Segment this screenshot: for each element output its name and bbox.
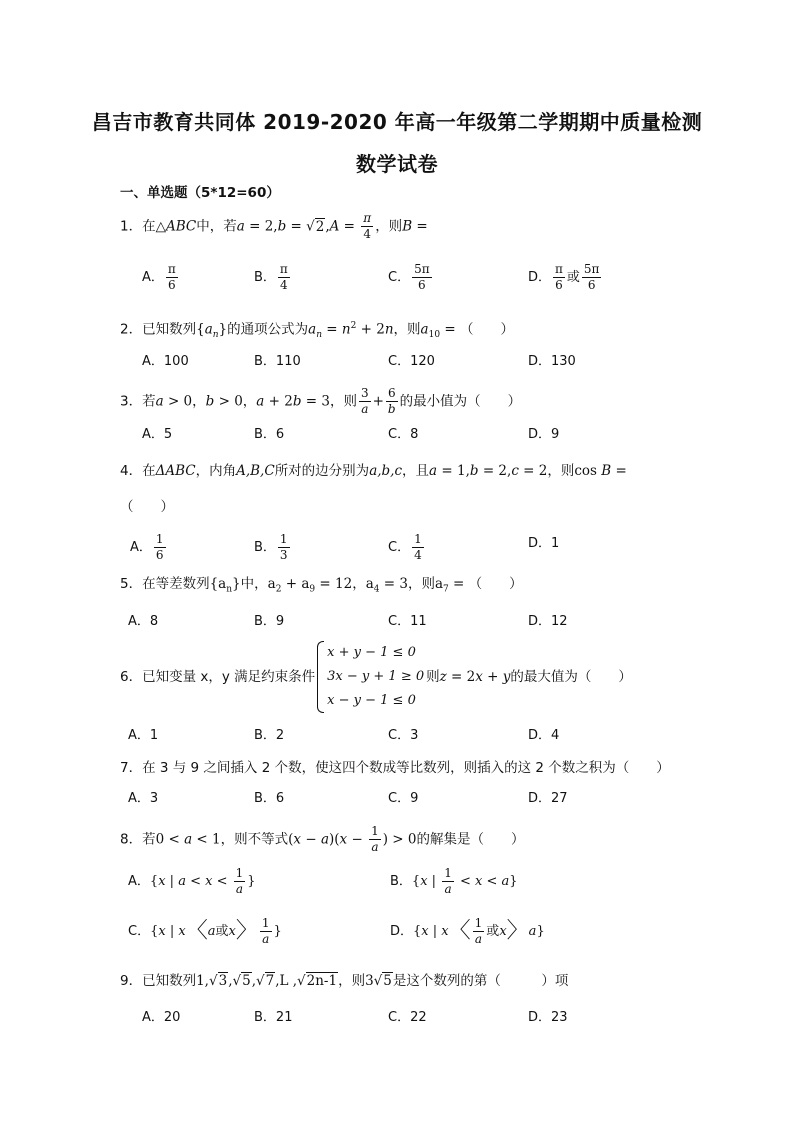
question-text: 在 bbox=[142, 218, 156, 235]
option-d[interactable]: D．12 bbox=[528, 614, 568, 629]
question-number: 8． bbox=[120, 831, 143, 848]
question-text: 中，若 bbox=[196, 218, 237, 235]
option-d[interactable]: D．27 bbox=[528, 791, 568, 806]
question-text: 在 3 与 9 之间插入 2 个数，使这四个数成等比数列，则插入的这 2 个数之积为（ ） bbox=[142, 760, 670, 776]
option-b[interactable]: B．110 bbox=[254, 354, 301, 369]
exam-title: 昌吉市教育共同体 2019-2020 年高一年级第二学期期中质量检测 bbox=[91, 110, 703, 134]
option-a[interactable]: A．3 bbox=[128, 791, 159, 806]
option-c[interactable]: C． $\frac{1}{4}$ bbox=[388, 532, 422, 562]
sqrt-expression: √2 bbox=[306, 218, 325, 235]
math-expression: △ABC bbox=[155, 218, 197, 235]
question-5: 5．在等差数列$\{a_n\}$中，$a_2 + a_9 = 12$，$a_4 = 3$，则$a_7$ = （ ） bbox=[120, 576, 523, 595]
option-d[interactable]: D．23 bbox=[528, 1010, 568, 1025]
option-c[interactable]: C．120 bbox=[388, 354, 435, 369]
question-6: 6．已知变量 x，y 满足约束条件 x + y − 1 ≤ 0 3x − y + 1 ≥ 0 x − y − 1 ≤ 0 则z = 2x + y的最大值为（ ） bbox=[120, 641, 632, 713]
option-a[interactable]: A．100 bbox=[142, 354, 189, 369]
fraction: $\frac{\pi}{4}$ bbox=[363, 211, 372, 241]
option-c[interactable]: C．3 bbox=[388, 728, 419, 743]
option-b[interactable]: B．9 bbox=[254, 614, 285, 629]
question-text: ，则 bbox=[375, 218, 403, 235]
option-a[interactable]: A．{x | a < x < $\frac{1}{a}$ } bbox=[128, 866, 256, 896]
option-c[interactable]: C．9 bbox=[388, 791, 419, 806]
option-d[interactable]: D． $\frac{\pi}{6}$ 或 $\frac{5\pi}{6}$ bbox=[528, 262, 600, 292]
option-a[interactable]: A． $\frac{\pi}{6}$ bbox=[142, 262, 176, 292]
option-a[interactable]: A．8 bbox=[128, 614, 159, 629]
section-heading: 一、单选题（5*12=60） bbox=[120, 185, 280, 201]
option-d[interactable]: D．{x | x〈 $\frac{1}{a}$ 或x〉a} bbox=[390, 916, 545, 946]
option-b[interactable]: B．2 bbox=[254, 728, 285, 743]
option-c[interactable]: C．8 bbox=[388, 427, 419, 442]
option-b[interactable]: B． $\frac{\pi}{4}$ bbox=[254, 262, 288, 292]
option-c[interactable]: C．22 bbox=[388, 1010, 427, 1025]
option-d[interactable]: D．9 bbox=[528, 427, 560, 442]
option-b[interactable]: B．21 bbox=[254, 1010, 293, 1025]
option-b[interactable]: B． $\frac{1}{3}$ bbox=[254, 532, 288, 562]
question-number: 3． bbox=[120, 393, 143, 410]
question-4-continuation: （ ） bbox=[120, 499, 174, 515]
question-4: 4．在ΔABC，内角A,B,C所对的边分别为a,b,c，且a = 1,b = 2,c = 2，则cos B = bbox=[120, 463, 627, 479]
question-1: 1．在△ABC中，若a = 2,b = √2,A = $\frac{\pi}{4}$ ，则B = bbox=[120, 211, 428, 241]
question-9: 9．已知数列1,√3,√5,√7,L ,√2n-1，则3√5是这个数列的第（ ）项 bbox=[120, 973, 569, 989]
exam-subtitle: 数学试卷 bbox=[356, 152, 438, 176]
option-b[interactable]: B．{x | $\frac{1}{a}$ < x < a} bbox=[390, 866, 518, 896]
option-c[interactable]: C．{x | x〈a或x〉 $\frac{1}{a}$ } bbox=[128, 916, 282, 946]
question-7 bbox=[120, 758, 670, 778]
question-number: 4． bbox=[120, 463, 143, 479]
math-expression: a bbox=[236, 218, 245, 235]
question-number: 2． bbox=[120, 321, 143, 338]
option-a[interactable]: A． $\frac{1}{6}$ bbox=[130, 532, 164, 562]
question-8: 8．若0 < a < 1，则不等式(x − a)(x − $\frac{1}{a}$ ) > 0的解集是（ ） bbox=[120, 824, 525, 854]
question-number: 9． bbox=[120, 973, 143, 989]
option-a[interactable]: A．5 bbox=[142, 427, 173, 442]
option-d[interactable]: D．130 bbox=[528, 354, 576, 369]
constraint-system: x + y − 1 ≤ 0 3x − y + 1 ≥ 0 x − y − 1 ≤ 0 bbox=[317, 641, 424, 713]
option-b[interactable]: B．6 bbox=[254, 427, 285, 442]
option-c[interactable]: C． $\frac{5\pi}{6}$ bbox=[388, 262, 430, 292]
option-b[interactable]: B．6 bbox=[254, 791, 285, 806]
option-d[interactable]: D．4 bbox=[528, 728, 560, 743]
option-d[interactable]: D．1 bbox=[528, 536, 560, 551]
question-2: 2．已知数列$\{a_n\}$的通项公式为$a_n = n^2 + 2n$，则$a_{10}$ = （ ） bbox=[120, 321, 514, 341]
option-c[interactable]: C．11 bbox=[388, 614, 427, 629]
question-number: 6． bbox=[120, 669, 143, 685]
option-a[interactable]: A．20 bbox=[142, 1010, 181, 1025]
question-3: 3．若a > 0，b > 0，a + 2b = 3，则 $\frac{3}{a}$ + $\frac{6}{b}$ 的最小值为（ ） bbox=[120, 386, 522, 416]
question-number: 1． bbox=[120, 218, 143, 235]
question-number: 5． bbox=[120, 576, 143, 592]
question-number: 7． bbox=[120, 760, 143, 776]
option-a[interactable]: A．1 bbox=[128, 728, 159, 743]
